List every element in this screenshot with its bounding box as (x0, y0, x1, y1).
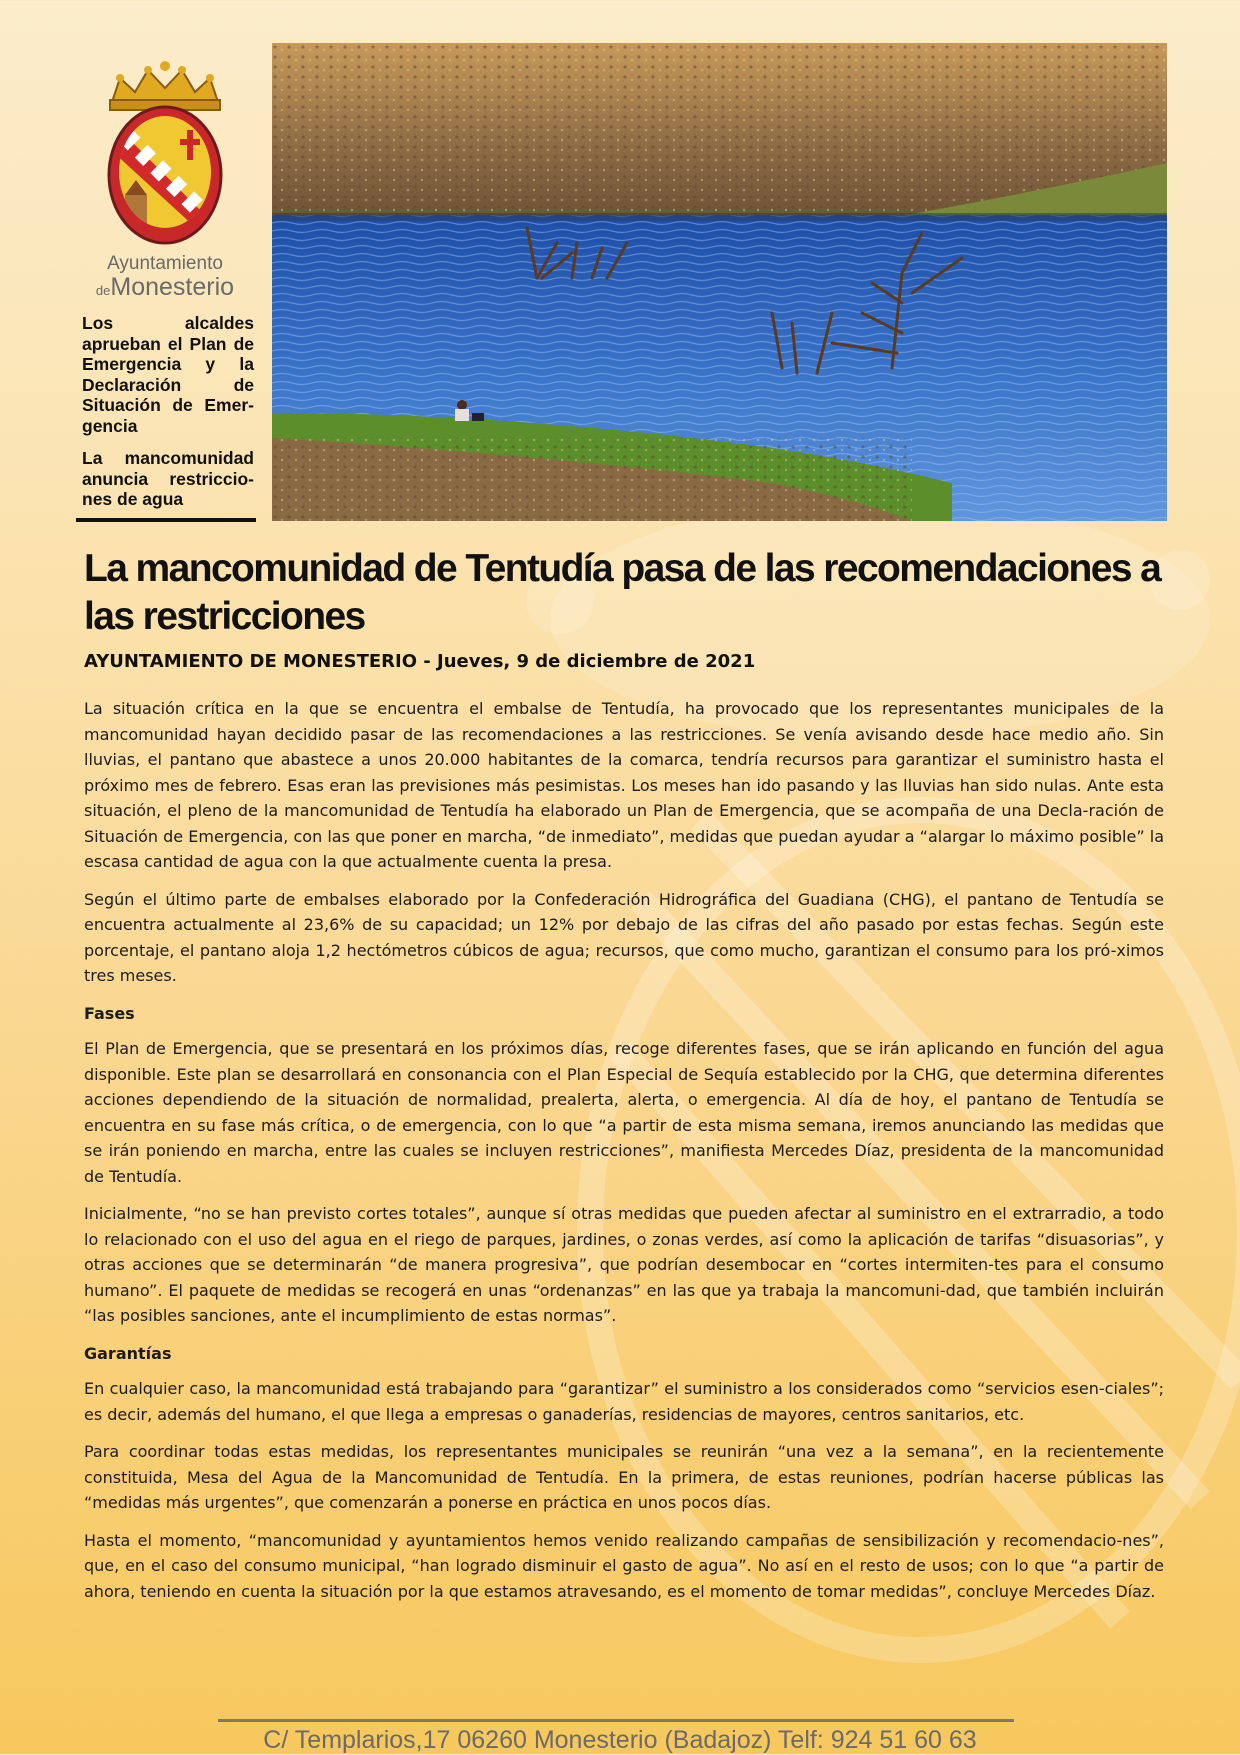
section-heading-fases: Fases (84, 1003, 135, 1023)
logo-line2-prefix: de (95, 282, 111, 298)
paragraph: Para coordinar todas estas medidas, los representantes municipales se reunirán “una vez a la semana”, en la recientemente constituida, Mesa del Agua de la Mancomunidad de Tentudía. En la primera, de estas reuniones, podrían hacerse públicas las “medidas más urgentes”, que comenzarán a ponerse en práctica en unos pocos días. (84, 1442, 1164, 1512)
logo-wordmark (90, 254, 240, 300)
paragraph: Inicialmente, “no se han previsto cortes totales”, aunque sí otras medidas que pueden afectar al suministro en el extrarradio, a todo lo relacionado con el uso del agua en el riego de parques, jardines, o zonas verdes, así como la aplicación de tarifas “disuasorias”, y otras acciones que se determinarán “de manera progresiva”, que podrían desembocar en “cortes intermiten-tes para el consumo humano”. El paquete de medidas se recogerá en unas “ordenanzas” en las que ya trabaja la mancomuni-dad, que también incluirán “las posibles sanciones, ante el incumplimiento de estas normas”. (84, 1204, 1164, 1325)
paragraph: La situación crítica en la que se encuentra el embalse de Tentudía, ha provocado que los representantes municipales de la mancomunidad hayan decidido pasar de las recomendaciones a las restricciones. Se venía avisando desde hace medio año. Sin lluvias, el pantano que abastece a unos 20.000 habitantes de la comarca, tendría recursos para garantizar el suministro hasta el próximo mes de febrero. Esas eran las previsiones más pesimistas. Los meses han ido pasando y las lluvias han sido nulas. Ante esta situación, el pleno de la mancomunidad de Tentudía ha elaborado un Plan de Emergencia, que se acompaña de una Decla-ración de Situación de Emergencia, con las que poner en marcha, “de inmediato”, medidas que puedan ayudar a “alargar lo máximo posible” la escasa cantidad de agua con la que actualmente cuenta la presa. (84, 699, 1164, 871)
paragraph: Hasta el momento, “mancomunidad y ayuntamientos hemos venido realizando campañas de sensibilización y recomendacio-nes”, que, en el caso del consumo municipal, “han logrado disminuir el gasto de agua”. No así en el resto de usos; con lo que “a partir de ahora, teniendo en cuenta la situación por la que estamos atravesando, es el momento de tomar medidas”, concluye Mercedes Díaz. (84, 1530, 1164, 1601)
sidebar-divider (76, 518, 256, 522)
sidebar-headlines (82, 313, 254, 522)
coat-of-arms-icon (90, 60, 240, 250)
logo-line2: Monesterio (110, 272, 235, 301)
sidebar-headline-2: La mancomunidad anuncia restriccio-nes de agua (82, 448, 254, 509)
municipality-logo (90, 60, 240, 310)
paragraph: Según el último parte de embalses elaborado por la Confederación Hidrográfica del Guadiana (CHG), el pantano de Tentudía se encuentra actualmente al 23,6% de su capacidad; un 12% por debajo de las cifras del año pasado por estas fechas. Según este porcentaje, el pantano aloja 1,2 hectómetros cúbicos de agua; recursos, que como mucho, garantizan el consumo para los pró-ximos tres meses. (84, 889, 1164, 985)
logo-line1: Ayuntamiento (107, 253, 223, 274)
footer-address: C/ Templarios,17 06260 Monesterio (Badajoz) Telf: 924 51 60 63 (263, 1726, 977, 1754)
paragraph: El Plan de Emergencia, que se presentará en los próximos días, recoge diferentes fases, que se irán aplicando en función del agua disponible. Este plan se desarrollará en consonancia con el Plan Especial de Sequía establecido por la CHG, que determina diferentes acciones dependiendo de la situación de normalidad, prealerta, alerta, o emergencia. Al día de hoy, el pantano de Tentudía se encuentra en su fase más crítica, o de emergencia, con lo que “a partir de esta misma semana, iremos anunciando las medidas que se irán poniendo en marcha, entre las cuales se incluyen restricciones”, manifiesta Mercedes Díaz, presidenta de la mancomunidad de Tentudía. (84, 1039, 1164, 1186)
footer-divider (218, 1719, 1014, 1722)
section-heading-garantias: Garantías (84, 1343, 172, 1363)
reservoir-photo (272, 43, 1167, 521)
article-title: La mancomunidad de Tentudía pasa de las recomendaciones a las restricciones (84, 547, 1161, 638)
paragraph: En cualquier caso, la mancomunidad está trabajando para “garantizar” el suministro a los considerados como “servicios esen-ciales”; es decir, además del humano, el que llega a empresas o ganaderías, residencias de mayores, centros sanitarios, etc. (84, 1379, 1164, 1424)
article-byline: AYUNTAMIENTO DE MONESTERIO - Jueves, 9 de diciembre de 2021 (84, 651, 756, 672)
article-body (84, 696, 1164, 1616)
sidebar-headline-1: Los alcaldes aprueban el Plan de Emergencia y la Declaración de Situación de Emer-gencia (82, 313, 254, 436)
